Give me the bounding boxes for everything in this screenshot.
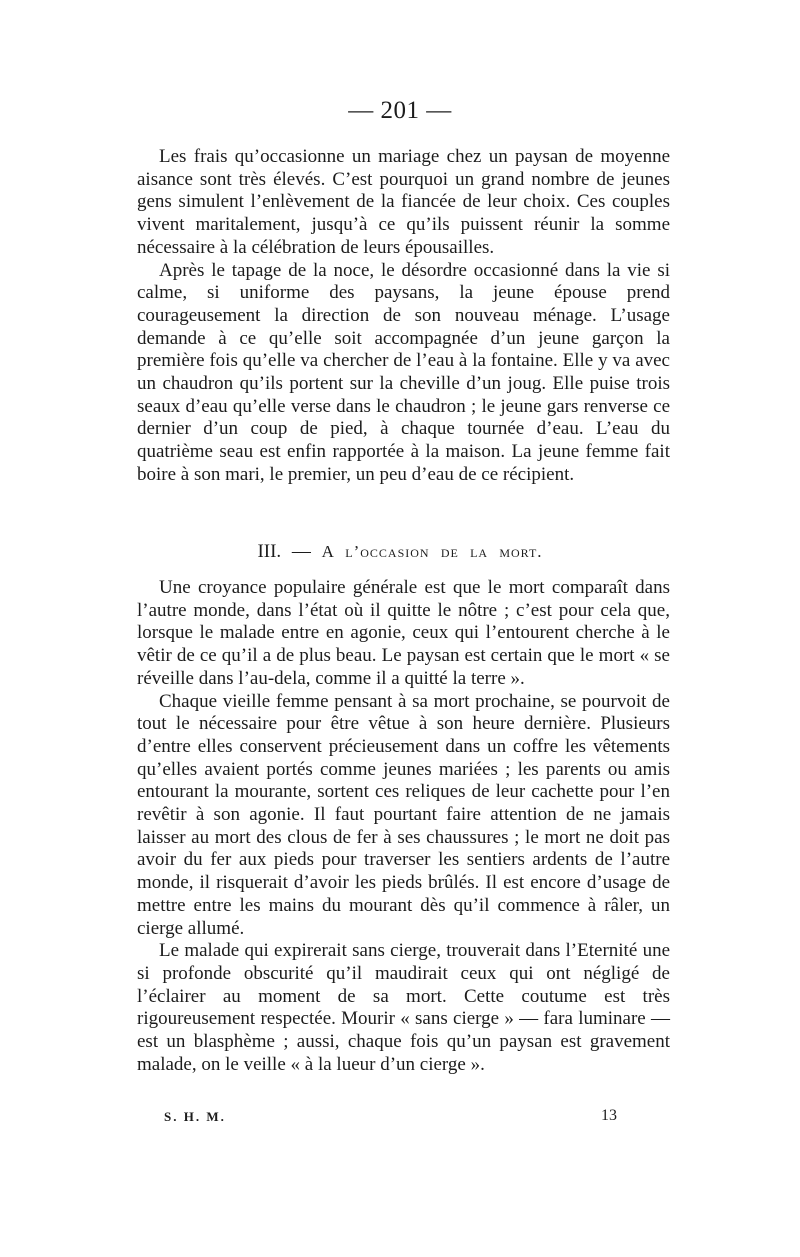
- section-two-conclusion: [137, 146, 670, 487]
- paragraph: Les frais qu’occasionne un mariage chez un paysan de moyenne aisance sont très élevés. C’est pourquoi un grand nombre de jeunes gens simulent l’enlèvement de la fiancée de leur choix. Ces couples vivent maritalement, jusqu’à ce qu’ils puissent réunir la somme nécessaire à la célébration de leurs épousailles.: [137, 146, 670, 258]
- paragraph: Chaque vieille femme pensant à sa mort prochaine, se pourvoit de tout le nécessaire pour être vêtue à son heure dernière. Plusieurs d’entre elles conservent précieusement dans un coffre les vêtements qu’elles avaient portés comme jeunes mariées ; les parents ou amis entourant la mourante, sortent ces reliques de leur cachette pour l’en revêtir à son agonie. Il faut pourtant faire attention de ne jamais laisser au mort des clous de fer à ses chaussures ; le mort ne doit pas avoir du fer aux pieds pour traverser les sentiers ardents de l’autre monde, il risquerait d’avoir les pieds brûlés. Il est encore d’usage de mettre entre les mains du mourant dès qu’il commence à râler, un cierge allumé.: [137, 690, 670, 939]
- section-three-body: [137, 577, 670, 1076]
- section-title: A l’occasion de la mort.: [321, 542, 543, 561]
- paragraph: Une croyance populaire générale est que le mort comparaît dans l’autre monde, dans l’état où il quitte le nôtre ; c’est pour cela que, lorsque le malade entre en agonie, ceux qui l’entourent cherche à le vêtir de ce qu’il a de plus beau. Le paysan est certain que le mort « se réveille dans l’au-dela, comme il a quitté la terre ».: [137, 577, 670, 689]
- section-numeral: III. —: [257, 541, 311, 562]
- paragraph: Après le tapage de la noce, le désordre occasionné dans la vie si calme, si uniforme des paysans, la jeune épouse prend courageusement la direction de son nouveau ménage. L’usage demande à ce qu’elle soit accompagnée d’un jeune garçon la première fois qu’elle va chercher de l’eau à la fontaine. Elle y va avec un chaudron qu’ils portent sur la cheville d’un joug. Elle puise trois seaux d’eau qu’elle verse dans le chaudron ; le jeune gars renverse ce dernier d’un coup de pied, à chaque tournée d’eau. L’eau du quatrième seau est enfin rapportée à la maison. La jeune femme fait boire à son mari, le premier, un peu d’eau de ce récipient.: [137, 259, 670, 485]
- paragraph: Le malade qui expirerait sans cierge, trouverait dans l’Eternité une si profonde obscurité qu’il maudirait ceux qui ont négligé de l’éclairer au moment de sa mort. Cette coutume est très rigoureusement respectée. Mourir « sans cierge » — fara luminare — est un blasphème ; aussi, chaque fois qu’un paysan est gravement malade, on le veille « à la lueur d’un cierge ».: [137, 940, 670, 1075]
- section-heading: [0, 540, 800, 564]
- signature-mark: S. H. M.: [164, 1109, 226, 1124]
- sheet-number: 13: [601, 1107, 617, 1124]
- page-number: — 201 —: [348, 97, 452, 124]
